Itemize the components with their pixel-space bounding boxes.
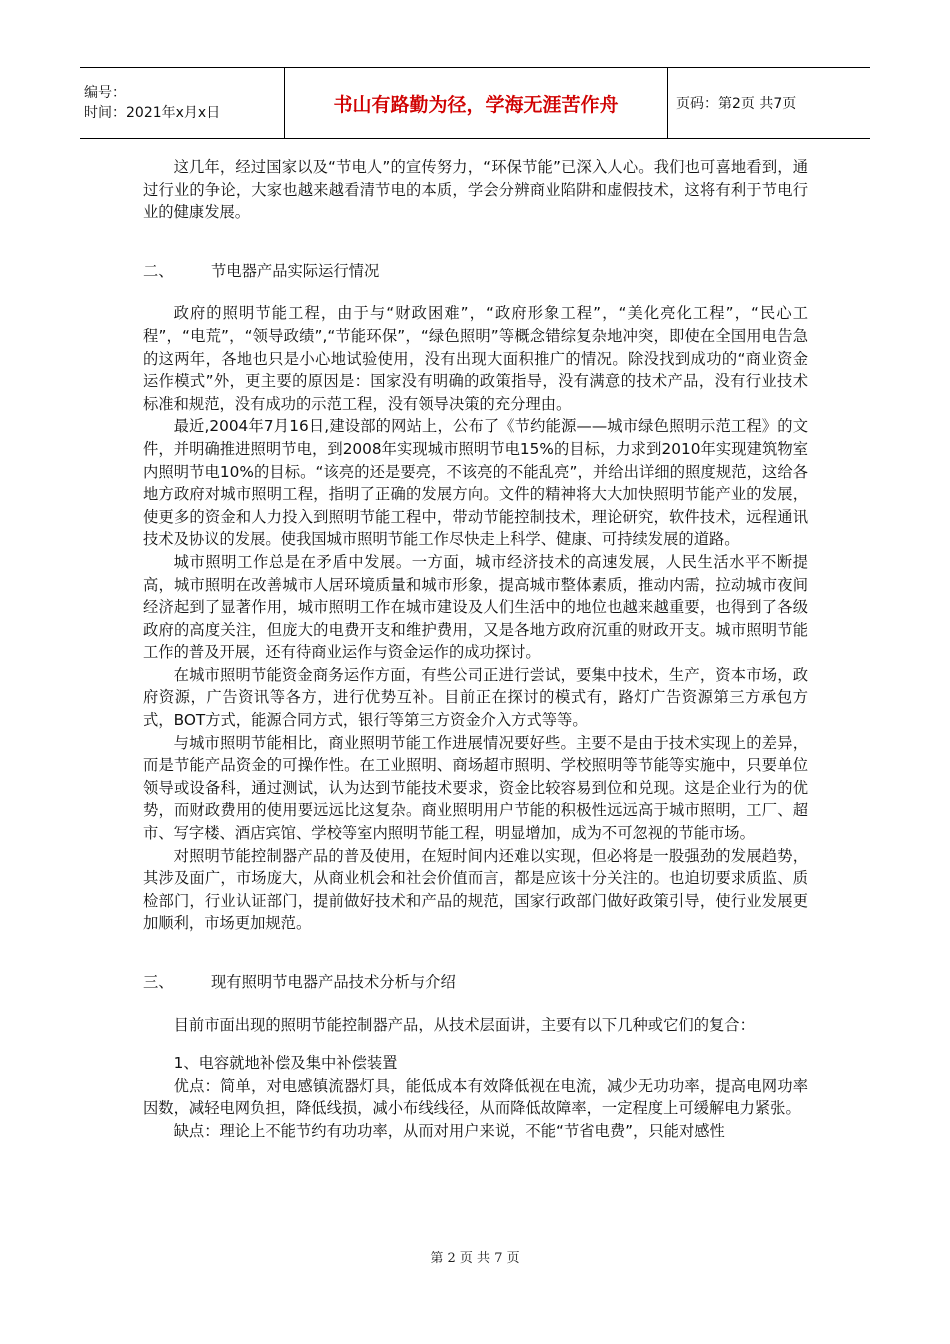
item-1-title: 1、电容就地补偿及集中补偿装置 — [173, 1054, 398, 1073]
time-label: 时间：2021年x月x日 — [84, 105, 221, 121]
section-3-number: 三、 — [143, 973, 174, 991]
section-2-paragraph: 城市照明工作总是在矛盾中发展。一方面，城市经济技术的高速发展，人民生活水平不断提高，城市照明在改善城市人居环境质量和城市形象，提高城市整体素质，推动内需，拉动城市夜间经济起到了显著作用，城市照明工作在城市建设及人们生活中的地位也越来越重要，也得到了各级政府的高度关注，但庞大的电费开支和维护费用，又是各地方政府沉重的财政开支。城市照明节能工作的普及开展，还有待商业运作与资金运作的成功探讨。 — [143, 552, 808, 662]
section-2-number: 二、 — [143, 261, 174, 280]
section-2-paragraph: 政府的照明节能工程，由于与“财政困难”，“政府形象工程”，“美化亮化工程”，“民心工程”，“电荒”，“领导政绩”,“节能环保”，“绿色照明”等概念错综复杂地冲突，即使在全国用电告急的这两年，各地也只是小心地试验使用，没有出现大面积推广的情况。除没找到成功的“商业资金运作模式”外，更主要的原因是：国家没有明确的政策指导，没有满意的技术产品，没有行业技术标准和规范，没有成功的示范工程，没有领导决策的充分理由。 — [143, 304, 808, 413]
section-2-title: 节电器产品实际运行情况 — [211, 261, 380, 280]
section-2-heading — [143, 260, 808, 283]
header-meta — [80, 68, 284, 138]
page-label: 页码：第2页 共7页 — [676, 96, 797, 112]
page-header — [80, 67, 870, 139]
section-2-paragraph: 最近,2004年7月16日,建设部的网站上，公布了《节约能源——城市绿色照明示范工程》的文件，并明确推进照明节电，到2008年实现城市照明节电15%的目标，力求到2010年实现建筑物室内照明节电10%的目标。“该亮的还是要亮，不该亮的不能乱亮”，并给出详细的照度规范，这给各地方政府对城市照明工程，指明了正确的发展方向。文件的精神将大大加快照明节能产业的发展，使更多的资金和人力投入到照明节能工程中，带动节能控制技术，理论研究，软件技术，远程通讯技术及协议的发展。使我国城市照明节能工作尽快走上科学、健康、可持续发展的道路。 — [143, 417, 808, 549]
section-2-paragraph: 与城市照明节能相比，商业照明节能工作进展情况要好些。主要不是由于技术实现上的差异，而是节能产品资金的可操作性。在工业照明、商场超市照明、学校照明等节能等实施中，只要单位领导或设备科，通过测试，认为达到节能技术要求，资金比较容易到位和兑现。这是企业行为的优势，而财政费用的使用要远远比这复杂。商业照明用户节能的积极性远远高于城市照明，工厂、超市、写字楼、酒店宾馆、学校等室内照明节能工程，明显增加，成为不可忽视的节能市场。 — [143, 733, 808, 843]
item-1-pros: 优点：简单，对电感镇流器灯具，能低成本有效降低视在电流，减少无功功率，提高电网功率因数，减轻电网负担，降低线损，减小布线线径，从而降低故障率，一定程度上可缓解电力紧张。 — [143, 1076, 808, 1118]
section-2-paragraph: 在城市照明节能资金商务运作方面，有些公司正进行尝试，要集中技术，生产，资本市场，政府资源，广告资讯等各方，进行优势互补。目前正在探讨的模式有，路灯广告资源第三方承包方式，BOT方式，能源合同方式，银行等第三方资金介入方式等等。 — [143, 665, 808, 730]
page-footer: 第 2 页 共 7 页 — [430, 1251, 520, 1266]
document-body — [143, 156, 808, 1143]
section-3-lead: 目前市面出现的照明节能控制器产品，从技术层面讲，主要有以下几种或它们的复合： — [173, 1015, 755, 1034]
header-motto: 书山有路勤为径，学海无涯苦作舟 — [284, 68, 668, 138]
intro-paragraph: 这几年，经过国家以及“节电人”的宣传努力，“环保节能”已深入人心。我们也可喜地看到，通过行业的争论，大家也越来越看清节电的本质，学会分辨商业陷阱和虚假技术，这将有利于节电行业的健康发展。 — [143, 158, 808, 222]
section-2-paragraph: 对照明节能控制器产品的普及使用，在短时间内还难以实现，但必将是一股强劲的发展趋势，其涉及面广，市场庞大，从商业机会和社会价值而言，都是应该十分关注的。也迫切要求质监、质检部门，行业认证部门，提前做好技术和产品的规范，国家行政部门做好政策引导，使行业发展更加顺利，市场更加规范。 — [143, 846, 808, 933]
section-3-title: 现有照明节电器产品技术分析与介绍 — [211, 973, 456, 991]
item-1-cons: 缺点：理论上不能节约有功功率，从而对用户来说，不能“节省电费”，只能对感性 — [173, 1121, 725, 1140]
number-label: 编号： — [84, 85, 126, 101]
section-3-heading — [143, 971, 808, 994]
